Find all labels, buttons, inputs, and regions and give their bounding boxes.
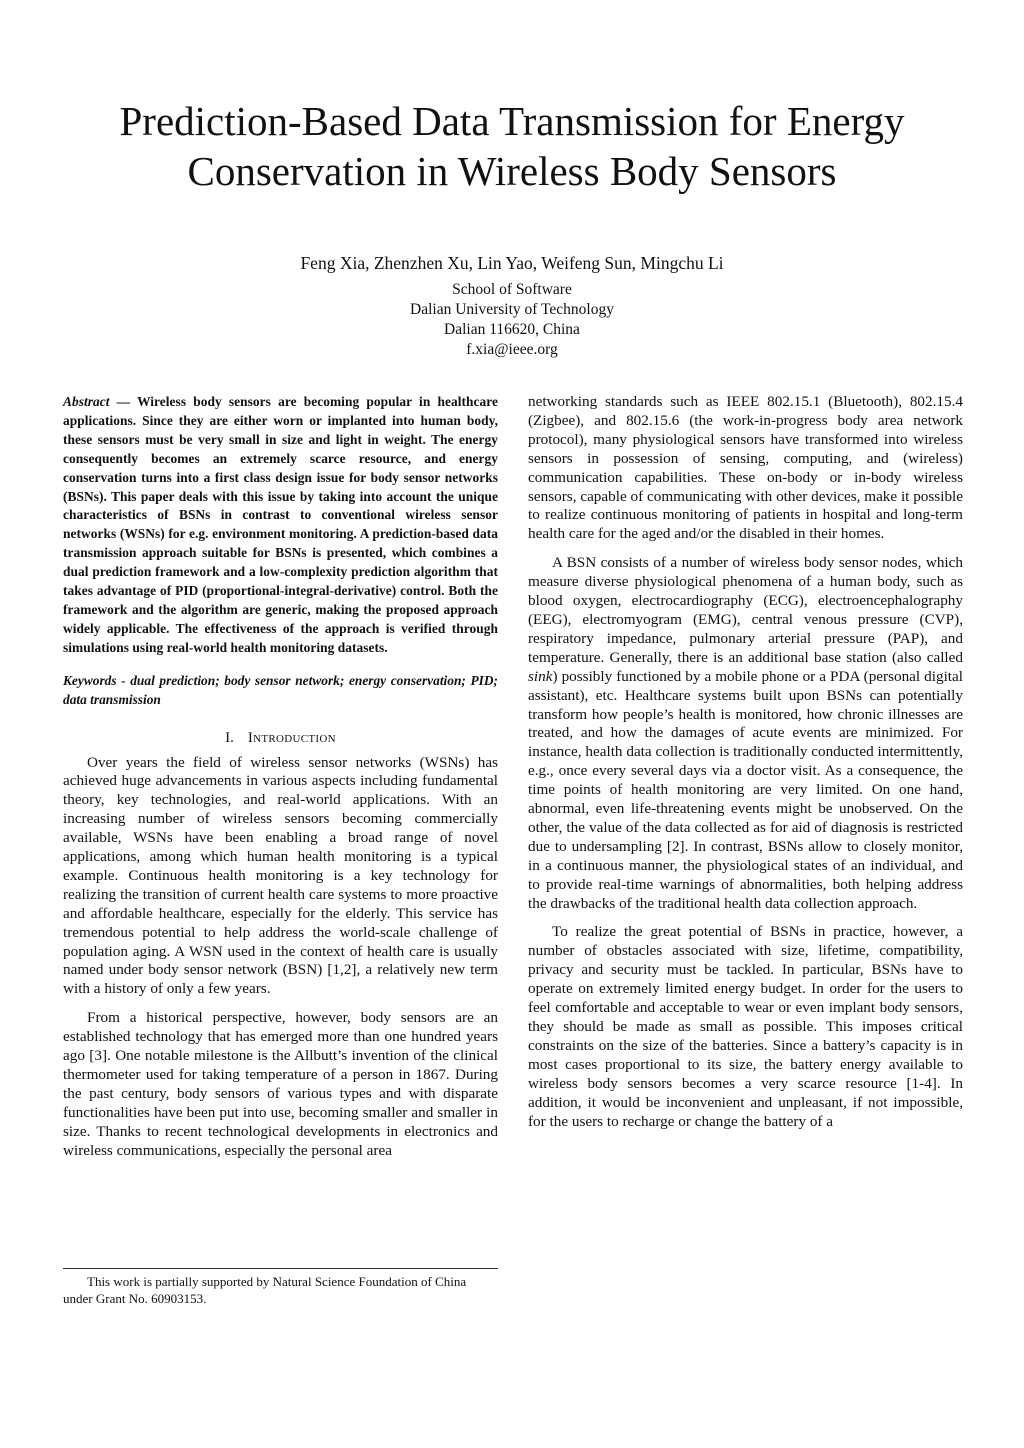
intro-paragraph-4: To realize the great potential of BSNs in practice, however, a number of obstacles associated with size, lifetime, compatibility, privacy and security must be tackled. In particular, BSNs have to operate on extremely limited energy budget. In order for the users to feel comfortable and acceptable to wear or even implant body sensors, they should be made as small as possible. This imposes critical constraints on the size of the batteries. Since a battery’s capacity is in most cases proportional to its size, the battery energy available to wireless body sensors becomes a very scarce resource [1-4]. In addition, it would be inconvenient and unpleasant, if not impossible, for the users to recharge or change the battery of a [528,923,963,1130]
affiliation-school: School of Software [452,281,572,298]
footnote-line-2: under Grant No. 60903153. [63,1291,207,1306]
funding-footnote [63,1273,498,1307]
paragraph-3-text-b: ) possibly functioned by a mobile phone or a PDA (personal digital assistant), etc. Healthcare systems built upon BSNs can potentially transform how people’s health is monitored, how chronic illnesses are treated, and how the damages of acute events are minimized. For instance, health data collection is traditionally conducted intermittently, e.g., once every several days via a doctor visit. As a consequence, the time points of health monitoring are very limited. On one hand, abnormal, even life-threatening events might be unobserved. On the other, the value of the data collected as for aid of diagnosis is restricted due to undersampling [2]. In contrast, BSNs allow to closely monitor, in a continuous manner, the physiological states of an individual, and to provide real-time warnings of abnormalities, both helping address the drawbacks of the traditional health data collection approach. [528,667,963,912]
abstract-separator: — [109,394,138,409]
author-email: f.xia@ieee.org [466,341,558,358]
author-block [0,252,1024,360]
paper-title-line-2: Conservation in Wireless Body Sensors [187,148,837,194]
footnote-line-1: This work is partially supported by Natural Science Foundation of China [87,1274,467,1289]
abstract-text: Wireless body sensors are becoming popular in healthcare applications. Since they are either worn or implanted into human body, these sensors must be very small in size and light in weight. The energy consequently becomes an extremely scarce resource, and energy conservation turns into a first class design issue for body sensor networks (BSNs). This paper deals with this issue by taking into account the unique characteristics of BSNs in contrast to conventional wireless sensor networks (WSNs) for e.g. environment monitoring. A prediction-based data transmission approach suitable for BSNs is presented, which combines a dual prediction framework and a low-complexity prediction algorithm that takes advantage of PID (proportional-integral-derivative) control. Both the framework and the algorithm are generic, making the proposed approach widely applicable. The effectiveness of the approach is verified through simulations using real-world health monitoring datasets. [63,394,498,655]
left-column [63,393,498,1161]
intro-paragraph-1: Over years the field of wireless sensor networks (WSNs) has achieved huge advancements in various aspects including fundamental theory, key technologies, and real-world applications. With an increasing number of wireless sensors becoming commercially available, WSNs have been enabling a broad range of novel applications, among which human health monitoring is a typical example. Continuous health monitoring is a key technology for realizing the transition of current health care systems to more proactive and affordable healthcare, especially for the elderly. This service has tremendous potential to help address the world-scale challenge of population aging. A WSN used in the context of health care is usually named under body sensor network (BSN) [1,2], a relatively new term with a history of only a few years. [63,753,498,998]
intro-paragraph-3 [528,554,963,913]
keywords: Keywords - dual prediction; body sensor network; energy conservation; PID; data transmission [63,672,498,707]
section-heading-introduction [63,728,498,748]
sink-term: sink [528,667,553,685]
right-column [528,393,963,1131]
author-list: Feng Xia, Zhenzhen Xu, Lin Yao, Weifeng Sun, Mingchu Li [300,253,724,273]
section-title: Introduction [247,729,336,746]
affiliation-university: Dalian University of Technology [410,301,614,318]
abstract-label: Abstract [63,394,110,409]
paper-title-line-1: Prediction-Based Data Transmission for Energy [119,98,905,144]
footnote-divider [63,1268,498,1269]
intro-paragraph-2: From a historical perspective, however, body sensors are an established technology that has emerged more than one hundred years ago [3]. One notable milestone is the Allbutt’s invention of the clinical thermometer used for taking temperature of a person in 1867. During the past century, body sensors of various types and with disparate functionalities have been put into use, becoming smaller and smaller in size. Thanks to recent technological developments in electronics and wireless communications, especially the personal area [63,1009,498,1159]
abstract [63,393,498,658]
paper-title [60,96,964,196]
paragraph-3-text-a: A BSN consists of a number of wireless body sensor nodes, which measure diverse physiological phenomena of a human body, such as blood oxygen, electrocardiography (ECG), electroencephalography (EEG), electromyogram (EMG), central venous pressure (CVP), respiratory impedance, pulmonary arterial pressure (PAP), and temperature. Generally, there is an additional base station (also called [528,554,963,666]
intro-paragraph-2-continued: networking standards such as IEEE 802.15.1 (Bluetooth), 802.15.4 (Zigbee), and 802.15.6 (the work-in-progress body area network protocol), many physiological sensors have transformed into wireless sensors in possession of sensing, computing, and (wireless) communication capabilities. These on-body or in-body wireless sensors, capable of communicating with other devices, make it possible to realize continuous monitoring of patients in hospital and long-term health care for the aged and/or the disabled in their homes. [528,393,963,543]
affiliation-city: Dalian 116620, China [444,321,580,338]
section-number: I. [225,729,234,746]
